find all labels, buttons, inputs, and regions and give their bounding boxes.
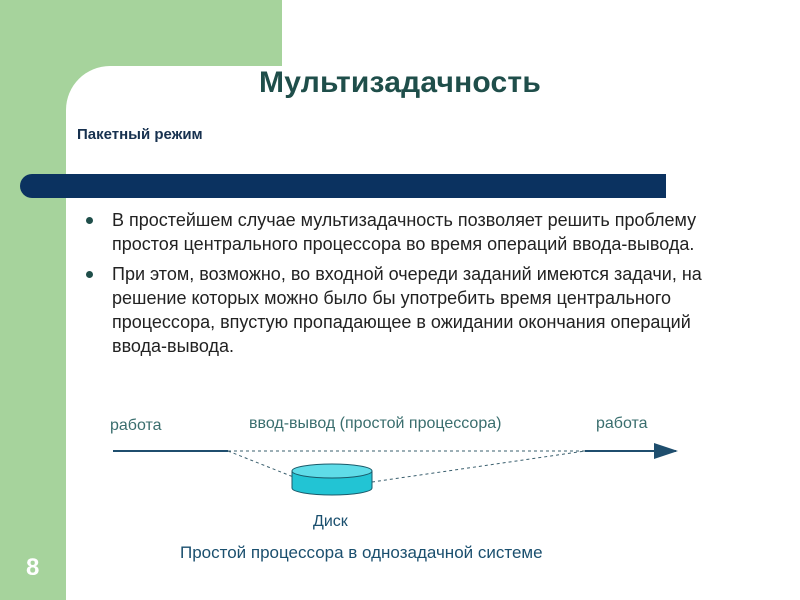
- disk-icon: [292, 464, 372, 495]
- io-request-line: [228, 451, 296, 478]
- io-return-line: [372, 451, 585, 482]
- slide-title: Мультизадачность: [259, 66, 541, 99]
- bullet-text: При этом, возможно, во входной очереди заданий имеются задачи, на решение которых можно было бы употребить время центрального процессора, впустую пропадающее в ожидании окончания операций ввода-вывода.: [112, 264, 702, 356]
- bullet-text: В простейшем случае мультизадачность позволяет решить проблему простоя центрального процессора во время операций ввода-вывода.: [112, 210, 697, 254]
- work-label-left: работа: [110, 417, 162, 434]
- work-label-right: работа: [596, 415, 648, 432]
- io-idle-label: ввод-вывод (простой процессора): [249, 415, 502, 432]
- diagram-caption: Простой процессора в однозадачной системе: [180, 543, 543, 562]
- disk-label: Диск: [313, 513, 348, 530]
- slide-subtitle: Пакетный режим: [77, 126, 203, 143]
- page-number: 8: [26, 554, 40, 581]
